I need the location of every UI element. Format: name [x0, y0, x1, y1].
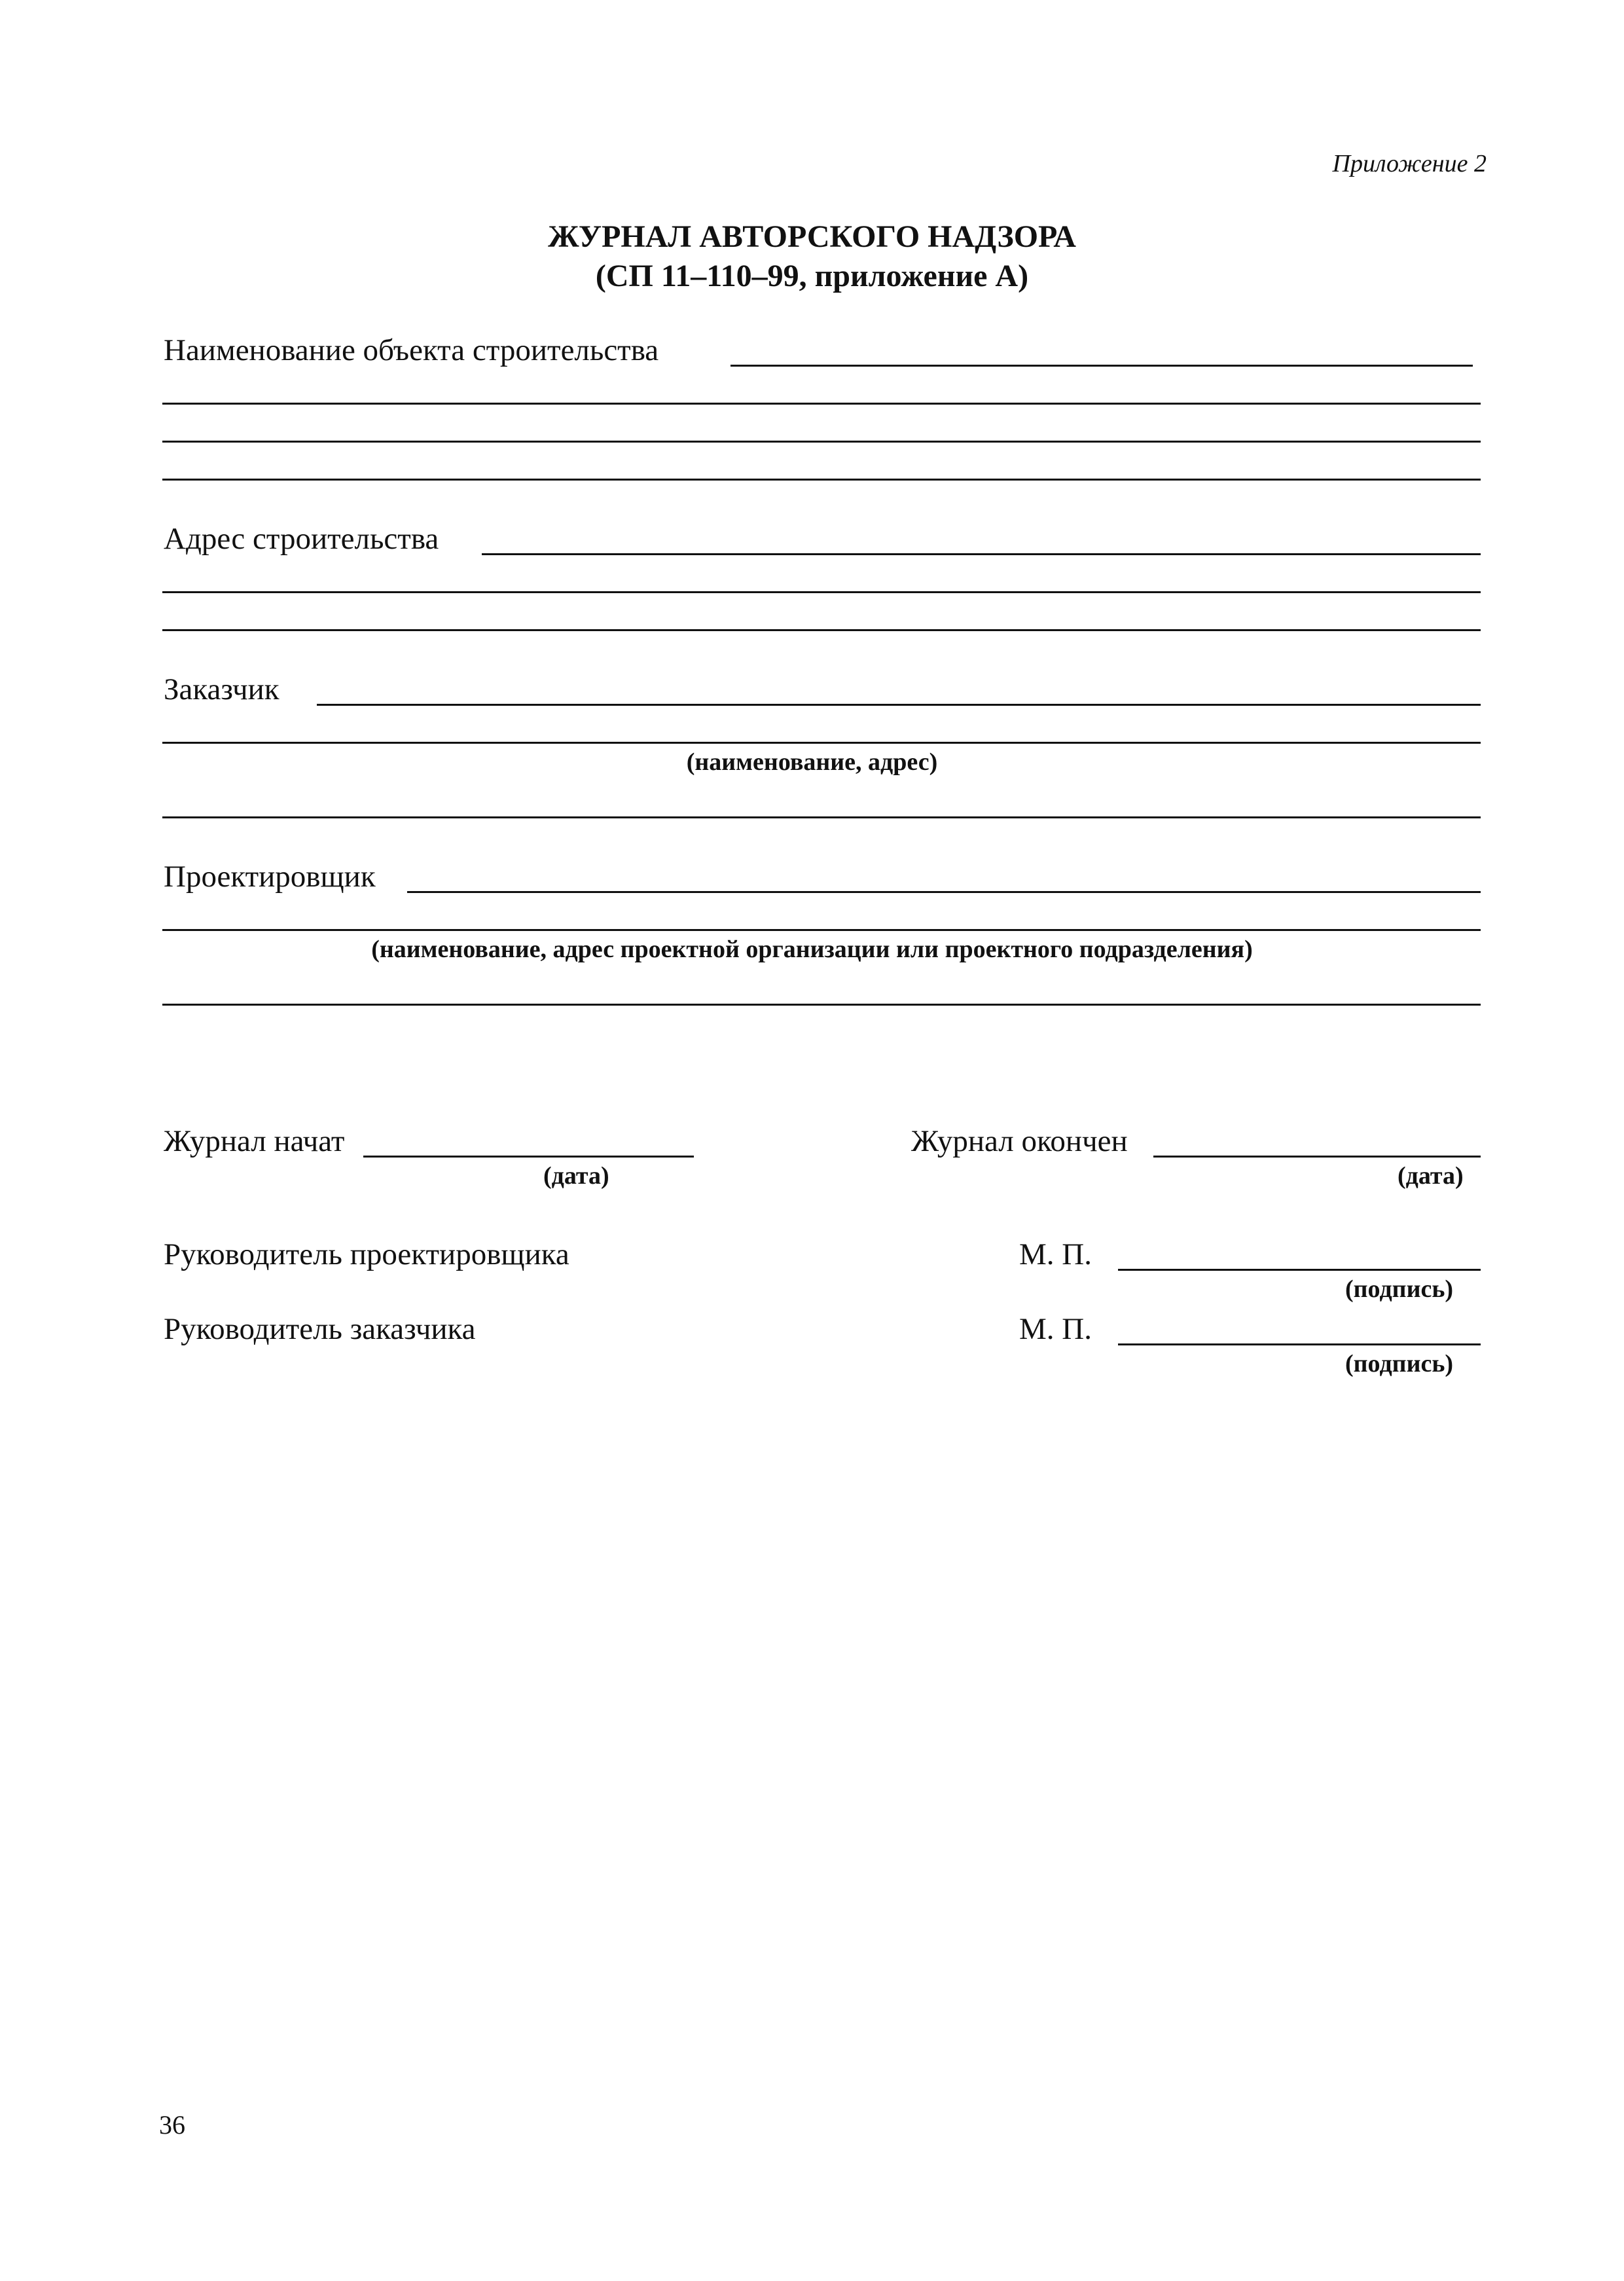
- object-name-line-2[interactable]: [162, 403, 1481, 405]
- customer-head-signature-hint: (подпись): [1345, 1350, 1454, 1378]
- journal-finished-label: Журнал окончен: [911, 1124, 1128, 1158]
- journal-started-line[interactable]: [363, 1156, 694, 1158]
- designer-line-2[interactable]: [162, 929, 1481, 931]
- designer-line-3[interactable]: [162, 1004, 1481, 1006]
- designer-line-1[interactable]: [407, 891, 1481, 893]
- journal-finished-hint: (дата): [1398, 1162, 1464, 1190]
- designer-head-signature-hint: (подпись): [1345, 1275, 1454, 1303]
- designer-hint: (наименование, адрес проектной организации или проектного подразделения): [371, 936, 1253, 963]
- customer-line-3[interactable]: [162, 816, 1481, 818]
- page-number: 36: [159, 2110, 185, 2140]
- customer-line-2[interactable]: [162, 742, 1481, 744]
- designer-label: Проектировщик: [164, 860, 376, 894]
- object-name-line-3[interactable]: [162, 441, 1481, 443]
- address-line-3[interactable]: [162, 629, 1481, 631]
- customer-head-signature-line[interactable]: [1118, 1343, 1481, 1345]
- designer-head-signature-line[interactable]: [1118, 1269, 1481, 1271]
- address-line-1[interactable]: [482, 553, 1481, 555]
- designer-head-label: Руководитель проектировщика: [164, 1237, 569, 1271]
- appendix-label: Приложение 2: [1332, 150, 1487, 177]
- journal-finished-line[interactable]: [1153, 1156, 1481, 1158]
- address-label: Адрес строительства: [164, 522, 439, 556]
- designer-head-seal: М. П.: [1019, 1237, 1092, 1271]
- customer-head-label: Руководитель заказчика: [164, 1312, 476, 1346]
- object-name-line-1[interactable]: [731, 365, 1473, 367]
- address-line-2[interactable]: [162, 591, 1481, 593]
- customer-hint: (наименование, адрес): [686, 748, 938, 776]
- customer-head-seal: М. П.: [1019, 1312, 1092, 1346]
- page-subtitle: (СП 11–110–99, приложение А): [595, 259, 1029, 293]
- object-name-label: Наименование объекта строительства: [164, 333, 659, 367]
- customer-line-1[interactable]: [317, 704, 1481, 706]
- customer-label: Заказчик: [164, 672, 280, 706]
- page-title: ЖУРНАЛ АВТОРСКОГО НАДЗОРА: [548, 219, 1076, 254]
- journal-started-label: Журнал начат: [164, 1124, 345, 1158]
- object-name-line-4[interactable]: [162, 479, 1481, 481]
- journal-started-hint: (дата): [543, 1162, 609, 1190]
